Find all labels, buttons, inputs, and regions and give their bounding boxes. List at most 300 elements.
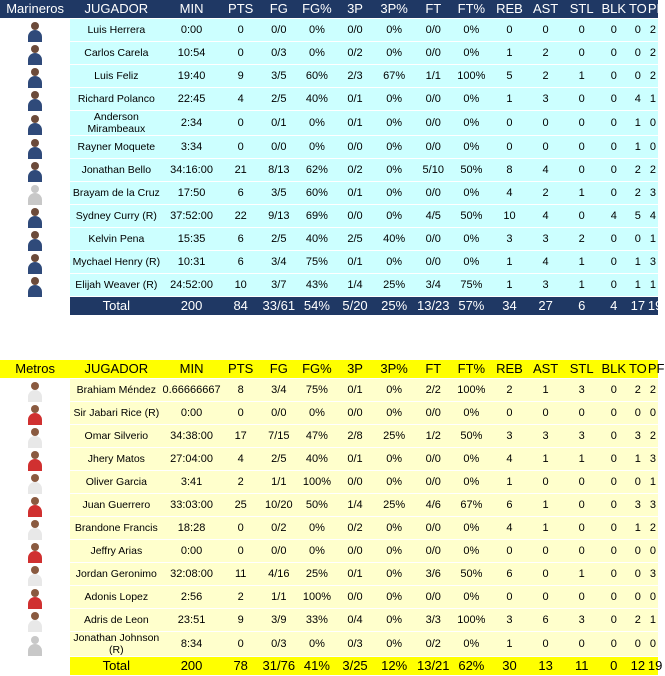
stat-ft: 3/6: [415, 563, 451, 586]
stat-fg-pct: 43%: [297, 274, 337, 297]
stat-fg: 0/0: [261, 19, 297, 42]
stat-pf: 1: [648, 471, 658, 494]
stat-3p: 0/2: [337, 517, 373, 540]
total-stat: 30: [491, 657, 527, 676]
stat-reb: 1: [491, 42, 527, 65]
player-avatar-cell: [0, 563, 70, 586]
stat-3p: 0/0: [337, 540, 373, 563]
column-header: 3P: [337, 0, 373, 19]
stat-3p-pct: 0%: [373, 111, 415, 136]
stat-reb: 10: [491, 205, 527, 228]
stat-blk: 0: [600, 111, 628, 136]
stat-pts: 2: [221, 586, 261, 609]
stat-blk: 0: [600, 274, 628, 297]
stat-ft: 0/0: [415, 251, 451, 274]
stat-fg-pct: 50%: [297, 494, 337, 517]
stat-ast: 4: [528, 251, 564, 274]
stat-3p-pct: 0%: [373, 19, 415, 42]
stat-ft-pct: 75%: [451, 274, 491, 297]
total-label: Total: [70, 297, 162, 316]
player-row: [0, 251, 658, 274]
player-avatar-cell: [0, 379, 70, 402]
stat-fg-pct: 0%: [297, 19, 337, 42]
stat-blk: 0: [600, 609, 628, 632]
stat-reb: 0: [491, 19, 527, 42]
stat-stl: 0: [564, 159, 600, 182]
stat-blk: 0: [600, 425, 628, 448]
total-stat: 17: [628, 297, 648, 316]
stat-to: 3: [628, 494, 648, 517]
stat-blk: 4: [600, 205, 628, 228]
stat-reb: 1: [491, 274, 527, 297]
player-name: Luis Feliz: [70, 65, 162, 88]
stat-pts: 21: [221, 159, 261, 182]
total-stat: 11: [564, 657, 600, 676]
stat-min: 3:41: [162, 471, 220, 494]
stat-3p-pct: 0%: [373, 88, 415, 111]
player-name: Sir Jabari Rice (R): [70, 402, 162, 425]
stat-stl: 0: [564, 494, 600, 517]
total-stat: 3/25: [337, 657, 373, 676]
stat-pts: 6: [221, 251, 261, 274]
stat-fg: 0/0: [261, 136, 297, 159]
stat-pts: 0: [221, 111, 261, 136]
stat-to: 2: [628, 182, 648, 205]
stat-ast: 4: [528, 159, 564, 182]
stat-stl: 0: [564, 88, 600, 111]
stat-fg: 10/20: [261, 494, 297, 517]
player-name: Juan Guerrero: [70, 494, 162, 517]
player-avatar-cell: [0, 586, 70, 609]
column-header: REB: [491, 360, 527, 379]
player-name: Carlos Carela: [70, 42, 162, 65]
stat-fg-pct: 60%: [297, 182, 337, 205]
stat-stl: 1: [564, 65, 600, 88]
stat-fg: 3/5: [261, 182, 297, 205]
stat-min: 8:34: [162, 632, 220, 657]
stat-ft: 0/0: [415, 471, 451, 494]
stat-3p-pct: 25%: [373, 274, 415, 297]
stat-3p: 0/0: [337, 136, 373, 159]
stat-to: 0: [628, 632, 648, 657]
stat-ft-pct: 0%: [451, 182, 491, 205]
column-header: 3P%: [373, 0, 415, 19]
placeholder-avatar-icon: [26, 635, 44, 653]
stat-to: 0: [628, 19, 648, 42]
stat-ast: 2: [528, 65, 564, 88]
stat-ast: 0: [528, 402, 564, 425]
stat-3p-pct: 0%: [373, 609, 415, 632]
stat-pts: 0: [221, 402, 261, 425]
stat-to: 5: [628, 205, 648, 228]
total-stat: 200: [162, 297, 220, 316]
stat-ft: 2/2: [415, 379, 451, 402]
player-photo-icon: [26, 496, 44, 514]
stat-fg-pct: 69%: [297, 205, 337, 228]
stat-pts: 22: [221, 205, 261, 228]
player-photo-icon: [26, 450, 44, 468]
stat-3p-pct: 0%: [373, 471, 415, 494]
total-stat: 0: [600, 657, 628, 676]
stat-ft: 4/5: [415, 205, 451, 228]
stat-to: 0: [628, 471, 648, 494]
stat-stl: 1: [564, 448, 600, 471]
stat-reb: 8: [491, 159, 527, 182]
stat-stl: 0: [564, 205, 600, 228]
column-header: FT: [415, 0, 451, 19]
column-header: PTS: [221, 0, 261, 19]
player-row: [0, 379, 658, 402]
stat-ft-pct: 50%: [451, 425, 491, 448]
stat-min: 0:00: [162, 540, 220, 563]
stat-ft-pct: 0%: [451, 540, 491, 563]
stat-ft: 0/2: [415, 632, 451, 657]
column-header: FT%: [451, 0, 491, 19]
player-avatar-cell: [0, 159, 70, 182]
stat-fg: 3/4: [261, 379, 297, 402]
stat-3p-pct: 0%: [373, 251, 415, 274]
player-photo-icon: [26, 473, 44, 491]
player-photo-icon: [26, 542, 44, 560]
stat-pf: 0: [648, 111, 658, 136]
stat-ft: 0/0: [415, 586, 451, 609]
stat-pf: 0: [648, 632, 658, 657]
player-photo-icon: [26, 44, 44, 62]
stat-pts: 6: [221, 228, 261, 251]
stat-3p: 0/0: [337, 205, 373, 228]
stat-blk: 0: [600, 632, 628, 657]
stat-fg: 0/0: [261, 540, 297, 563]
stat-ft: 0/0: [415, 540, 451, 563]
stat-pts: 0: [221, 136, 261, 159]
stat-stl: 0: [564, 402, 600, 425]
stat-stl: 3: [564, 379, 600, 402]
player-avatar-cell: [0, 632, 70, 657]
stat-min: 0:00: [162, 402, 220, 425]
stat-fg: 2/5: [261, 228, 297, 251]
stat-pts: 9: [221, 609, 261, 632]
stat-fg-pct: 0%: [297, 632, 337, 657]
stat-ast: 3: [528, 228, 564, 251]
column-header: STL: [564, 0, 600, 19]
stat-min: 15:35: [162, 228, 220, 251]
stat-3p: 2/8: [337, 425, 373, 448]
stat-pf: 3: [648, 494, 658, 517]
stat-stl: 3: [564, 609, 600, 632]
player-avatar-cell: [0, 88, 70, 111]
stat-pf: 2: [648, 65, 658, 88]
total-stat: 84: [221, 297, 261, 316]
stat-pf: 3: [648, 448, 658, 471]
stat-blk: 0: [600, 517, 628, 540]
stat-pf: 3: [648, 182, 658, 205]
stat-ast: 1: [528, 494, 564, 517]
stat-ast: 0: [528, 632, 564, 657]
player-row: [0, 65, 658, 88]
stat-pts: 25: [221, 494, 261, 517]
stat-stl: 0: [564, 517, 600, 540]
stat-ast: 3: [528, 425, 564, 448]
player-avatar-cell: [0, 111, 70, 136]
stat-blk: 0: [600, 540, 628, 563]
stat-min: 34:38:00: [162, 425, 220, 448]
stat-stl: 0: [564, 632, 600, 657]
stat-reb: 2: [491, 379, 527, 402]
stat-3p-pct: 0%: [373, 632, 415, 657]
player-avatar-cell: [0, 402, 70, 425]
player-name: Brahiam Méndez: [70, 379, 162, 402]
stat-3p-pct: 67%: [373, 65, 415, 88]
stat-blk: 0: [600, 136, 628, 159]
total-stat: 6: [564, 297, 600, 316]
stat-3p-pct: 0%: [373, 402, 415, 425]
stat-3p-pct: 0%: [373, 136, 415, 159]
stat-3p-pct: 0%: [373, 540, 415, 563]
stat-3p-pct: 0%: [373, 517, 415, 540]
player-avatar-cell: [0, 65, 70, 88]
stat-3p: 0/2: [337, 42, 373, 65]
stat-reb: 5: [491, 65, 527, 88]
stat-to: 1: [628, 136, 648, 159]
player-row: [0, 42, 658, 65]
stat-min: 0.66666667: [162, 379, 220, 402]
total-spacer: [0, 657, 70, 676]
stat-pf: 1: [648, 88, 658, 111]
stat-fg-pct: 0%: [297, 136, 337, 159]
stat-ft: 0/0: [415, 88, 451, 111]
player-avatar-cell: [0, 251, 70, 274]
stat-ft: 3/3: [415, 609, 451, 632]
player-photo-icon: [26, 207, 44, 225]
stat-fg: 0/2: [261, 517, 297, 540]
stat-reb: 4: [491, 517, 527, 540]
stat-3p: 1/4: [337, 494, 373, 517]
stat-3p: 0/1: [337, 88, 373, 111]
player-photo-icon: [26, 276, 44, 294]
column-header: AST: [528, 360, 564, 379]
stat-ast: 0: [528, 471, 564, 494]
stat-fg-pct: 0%: [297, 540, 337, 563]
player-name: Brandone Francis: [70, 517, 162, 540]
total-stat: 62%: [451, 657, 491, 676]
stats-table-metros: [0, 360, 665, 676]
stat-fg: 0/3: [261, 42, 297, 65]
stat-pts: 4: [221, 88, 261, 111]
player-avatar-cell: [0, 448, 70, 471]
stat-blk: 0: [600, 471, 628, 494]
stat-3p: 0/0: [337, 402, 373, 425]
player-row: [0, 274, 658, 297]
stat-to: 2: [628, 609, 648, 632]
stat-min: 10:54: [162, 42, 220, 65]
stat-fg: 7/15: [261, 425, 297, 448]
column-header: 3P: [337, 360, 373, 379]
team-name: Marineros: [0, 0, 70, 19]
column-header: TO: [628, 360, 648, 379]
stat-stl: 0: [564, 136, 600, 159]
total-stat: 19: [648, 297, 658, 316]
column-header: AST: [528, 0, 564, 19]
stat-3p-pct: 0%: [373, 379, 415, 402]
player-row: [0, 494, 658, 517]
player-photo-icon: [26, 138, 44, 156]
stat-pts: 2: [221, 471, 261, 494]
total-stat: 12: [628, 657, 648, 676]
player-photo-icon: [26, 90, 44, 108]
player-row: [0, 182, 658, 205]
stat-stl: 1: [564, 274, 600, 297]
stat-ft-pct: 0%: [451, 19, 491, 42]
stat-ast: 1: [528, 517, 564, 540]
stat-to: 1: [628, 251, 648, 274]
stat-ft: 0/0: [415, 19, 451, 42]
player-photo-icon: [26, 381, 44, 399]
stat-blk: 0: [600, 251, 628, 274]
stat-pts: 0: [221, 517, 261, 540]
total-row: [0, 297, 658, 316]
stat-blk: 0: [600, 586, 628, 609]
stat-stl: 2: [564, 228, 600, 251]
player-avatar-cell: [0, 136, 70, 159]
player-avatar-cell: [0, 494, 70, 517]
stat-to: 1: [628, 448, 648, 471]
stat-blk: 0: [600, 182, 628, 205]
column-header: FT: [415, 360, 451, 379]
player-name: Anderson Mirambeaux: [70, 111, 162, 136]
column-header: REB: [491, 0, 527, 19]
stat-ast: 0: [528, 111, 564, 136]
stat-stl: 0: [564, 19, 600, 42]
column-header: PF: [648, 360, 658, 379]
placeholder-avatar-icon: [26, 184, 44, 202]
player-photo-icon: [26, 161, 44, 179]
stat-ft: 5/10: [415, 159, 451, 182]
player-avatar-cell: [0, 205, 70, 228]
stat-ast: 1: [528, 448, 564, 471]
stat-fg-pct: 75%: [297, 379, 337, 402]
stat-ft-pct: 0%: [451, 228, 491, 251]
player-avatar-cell: [0, 425, 70, 448]
total-row: [0, 657, 658, 676]
stat-blk: 0: [600, 88, 628, 111]
stat-pf: 3: [648, 563, 658, 586]
stat-pf: 1: [648, 274, 658, 297]
stat-3p: 0/1: [337, 379, 373, 402]
player-row: [0, 136, 658, 159]
player-row: [0, 517, 658, 540]
player-name: Adonis Lopez: [70, 586, 162, 609]
stat-fg-pct: 0%: [297, 517, 337, 540]
stat-pf: 0: [648, 136, 658, 159]
stat-ft: 0/0: [415, 136, 451, 159]
stat-pts: 6: [221, 182, 261, 205]
column-header: FG%: [297, 0, 337, 19]
stat-reb: 1: [491, 251, 527, 274]
total-stat: 4: [600, 297, 628, 316]
stat-fg: 9/13: [261, 205, 297, 228]
total-stat: 57%: [451, 297, 491, 316]
stat-pts: 10: [221, 274, 261, 297]
stat-fg-pct: 40%: [297, 88, 337, 111]
stat-fg-pct: 0%: [297, 42, 337, 65]
stat-stl: 0: [564, 540, 600, 563]
stat-ast: 2: [528, 182, 564, 205]
stat-fg-pct: 62%: [297, 159, 337, 182]
stat-ft-pct: 0%: [451, 471, 491, 494]
player-avatar-cell: [0, 19, 70, 42]
stat-to: 0: [628, 402, 648, 425]
stat-3p: 0/1: [337, 182, 373, 205]
stat-ast: 3: [528, 274, 564, 297]
stat-reb: 6: [491, 494, 527, 517]
stat-3p-pct: 40%: [373, 228, 415, 251]
stat-to: 0: [628, 586, 648, 609]
stat-ft-pct: 0%: [451, 42, 491, 65]
stat-3p-pct: 0%: [373, 205, 415, 228]
total-stat: 12%: [373, 657, 415, 676]
column-header: FG%: [297, 360, 337, 379]
stat-pf: 1: [648, 609, 658, 632]
stat-to: 0: [628, 563, 648, 586]
stat-pts: 0: [221, 42, 261, 65]
player-avatar-cell: [0, 471, 70, 494]
column-header: JUGADOR: [70, 0, 162, 19]
stat-fg: 3/9: [261, 609, 297, 632]
stat-pts: 17: [221, 425, 261, 448]
player-row: [0, 425, 658, 448]
player-name: Omar Silverio: [70, 425, 162, 448]
stat-ft-pct: 0%: [451, 251, 491, 274]
column-header: PF: [648, 0, 658, 19]
total-stat: 34: [491, 297, 527, 316]
stat-pf: 2: [648, 425, 658, 448]
stat-reb: 3: [491, 425, 527, 448]
stat-to: 1: [628, 274, 648, 297]
stat-blk: 0: [600, 19, 628, 42]
player-row: [0, 586, 658, 609]
total-stat: 25%: [373, 297, 415, 316]
stat-reb: 0: [491, 111, 527, 136]
column-header: JUGADOR: [70, 360, 162, 379]
stat-fg: 2/5: [261, 88, 297, 111]
stat-3p: 0/1: [337, 563, 373, 586]
total-stat: 78: [221, 657, 261, 676]
stat-3p-pct: 25%: [373, 425, 415, 448]
player-photo-icon: [26, 611, 44, 629]
stat-pf: 2: [648, 42, 658, 65]
player-name: Kelvin Pena: [70, 228, 162, 251]
stat-3p-pct: 25%: [373, 494, 415, 517]
stat-ft-pct: 50%: [451, 159, 491, 182]
player-photo-icon: [26, 67, 44, 85]
stat-to: 0: [628, 42, 648, 65]
player-avatar-cell: [0, 274, 70, 297]
stat-pf: 0: [648, 586, 658, 609]
stat-ast: 0: [528, 563, 564, 586]
player-avatar-cell: [0, 609, 70, 632]
total-stat: 5/20: [337, 297, 373, 316]
stat-reb: 0: [491, 586, 527, 609]
stat-fg-pct: 100%: [297, 586, 337, 609]
stat-3p-pct: 0%: [373, 448, 415, 471]
stat-fg: 4/16: [261, 563, 297, 586]
stat-stl: 0: [564, 111, 600, 136]
column-header: BLK: [600, 0, 628, 19]
stat-pts: 9: [221, 65, 261, 88]
stat-min: 17:50: [162, 182, 220, 205]
stat-ft: 4/6: [415, 494, 451, 517]
header-row: [0, 0, 658, 19]
